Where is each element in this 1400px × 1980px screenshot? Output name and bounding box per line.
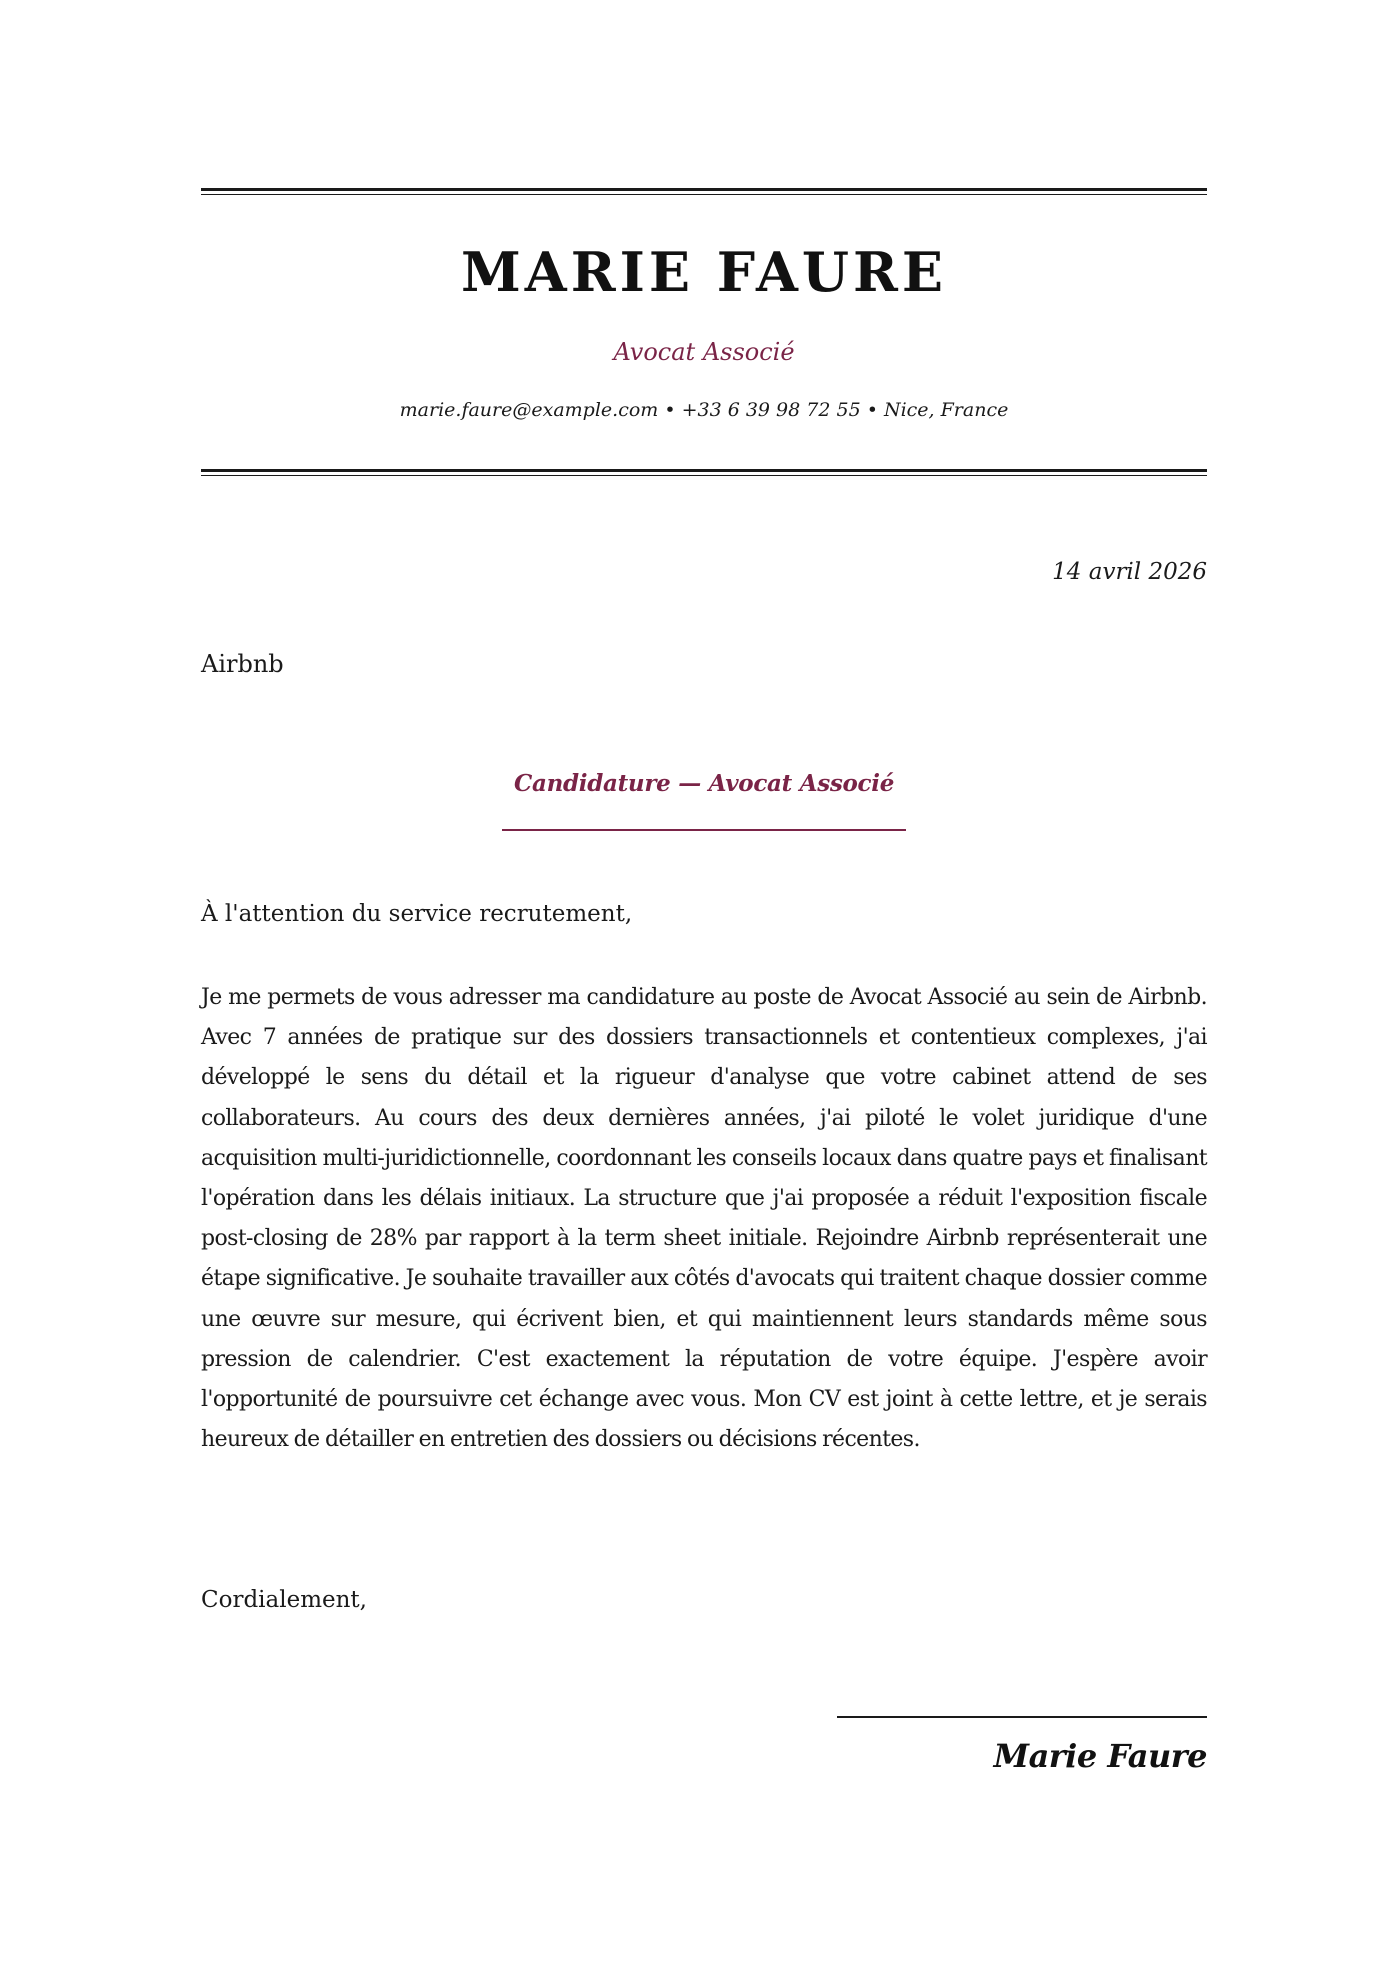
header-top-rule — [201, 188, 1207, 195]
applicant-name: MARIE FAURE — [461, 240, 947, 304]
letter-body: Je me permets de vous adresser ma candidature au poste de Avocat Associé au sein de Airbnb. Avec 7 années de pratique sur des dossiers transactionnels et contentieux complexes, j'ai développé le sens du détail et la rigueur d'analyse que votre cabinet attend de ses collaborateurs. Au cours des deux dernières années, j'ai piloté le volet juridique d'une acquisition multi-juridictionnelle, coordonnant les conseils locaux dans quatre pays et finalisant l'opération dans les délais initiaux. La structure que j'ai proposée a réduit l'exposition fiscale post-closing de 28% par rapport à la term sheet initiale. Rejoindre Airbnb représenterait une étape significative. Je souhaite travailler aux côtés d'avocats qui traitent chaque dossier comme une œuvre sur mesure, qui écrivent bien, et qui maintiennent leurs standards même sous pression de calendrier. C'est exactement la réputation de votre équipe. J'espère avoir l'opportunité de poursuivre cet échange avec vous. Mon CV est joint à cette lettre, et je serais heureux de détailler en entretien des dossiers ou décisions récentes. — [201, 985, 1207, 1453]
subject-line: Candidature — Avocat Associé — [513, 770, 895, 797]
header-bottom-rule — [201, 469, 1207, 476]
cover-letter-page — [201, 0, 1207, 1980]
applicant-role: Avocat Associé — [613, 338, 795, 366]
contact-line: marie.faure@example.com • +33 6 39 98 72 55 • Nice, France — [399, 399, 1009, 421]
signature-line — [837, 1716, 1207, 1718]
signature-name: Marie Faure — [993, 1737, 1207, 1775]
recipient: Airbnb — [201, 650, 284, 678]
salutation: À l'attention du service recrutement, — [201, 901, 633, 927]
subject-underline — [502, 829, 906, 831]
closing: Cordialement, — [201, 1587, 367, 1613]
letter-date: 14 avril 2026 — [1052, 559, 1207, 585]
